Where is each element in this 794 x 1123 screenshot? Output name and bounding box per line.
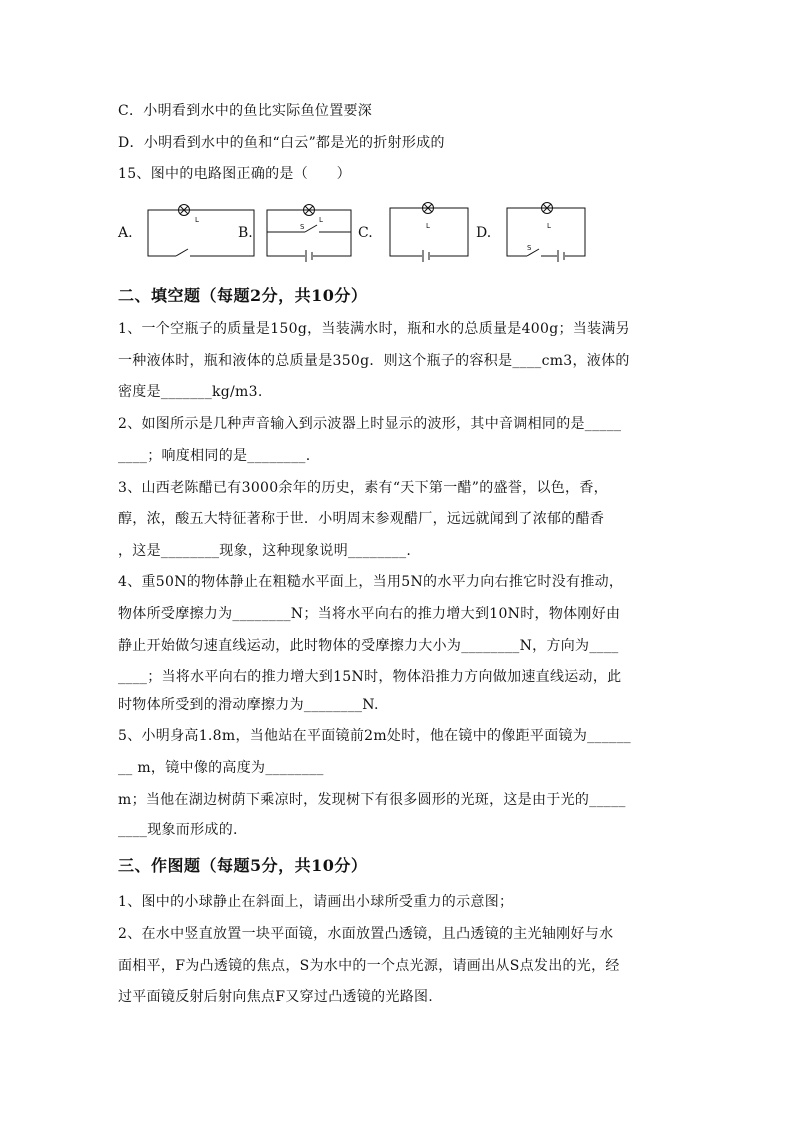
s2-line: 4、重50N的物体静止在粗糙水平面上，当用5N的水平力向右推它时没有推动，: [118, 574, 624, 590]
option-c-label: C.: [358, 225, 373, 241]
s3-line: 1、图中的小球静止在斜面上，请画出小球所受重力的示意图；: [118, 894, 514, 910]
circuit-d-diagram: [505, 200, 589, 262]
s2-line: ____；响度相同的是________.: [118, 448, 311, 464]
circuit-b-lamp-label: L: [319, 216, 323, 224]
option-d-text: D．小明看到水中的鱼和“白云”都是光的折射形成的: [118, 135, 445, 151]
s2-line: m；当他在湖边树荫下乘凉时，发现树下有很多圆形的光斑，这是由于光的_____: [118, 792, 626, 808]
option-c-text: C．小明看到水中的鱼比实际鱼位置要深: [118, 103, 373, 119]
section-2-heading: 二、填空题（每题2分，共10分）: [118, 286, 368, 305]
s2-line: 时物体所受到的滑动摩擦力为________N.: [118, 697, 379, 713]
s2-line: 5、小明身高1.8m，当他站在平面镜前2m处时，他在镜中的像距平面镜为______: [118, 728, 631, 744]
circuit-c-diagram: [388, 200, 472, 262]
s2-line: 1、一个空瓶子的质量是150g，当装满水时，瓶和水的总质量是400g；当装满另: [118, 321, 630, 337]
s2-line: ，这是________现象，这种现象说明________.: [118, 543, 412, 559]
s2-line: 一种液体时，瓶和液体的总质量是350g．则这个瓶子的容积是____cm3，液体的: [118, 353, 630, 369]
section-3-heading: 三、作图题（每题5分，共10分）: [118, 856, 368, 875]
option-d-label: D.: [476, 225, 492, 241]
question-15: 15、图中的电路图正确的是（ ）: [118, 166, 351, 182]
s3-line: 面相平，F为凸透镜的焦点，S为水中的一个点光源，请画出从S点发出的光，经: [118, 958, 620, 974]
s2-line: ____现象而形成的.: [118, 822, 238, 838]
s2-line: 3、山西老陈醋已有3000余年的历史，素有“天下第一醋”的盛誉，以色，香，: [118, 480, 608, 496]
s3-line: 2、在水中竖直放置一块平面镜，水面放置凸透镜，且凸透镜的主光轴刚好与水: [118, 926, 614, 942]
circuit-d-lamp-label: L: [547, 222, 551, 230]
s2-line: ____；当将水平向右的推力增大到15N时，物体沿推力方向做加速直线运动，此: [118, 669, 622, 685]
circuit-c-lamp-label: L: [426, 222, 430, 230]
option-b-label: B.: [238, 225, 253, 241]
s2-line: 物体所受摩擦力为________N；当将水平向右的推力增大到10N时，物体刚好由: [118, 606, 621, 622]
circuit-b-diagram: [265, 200, 355, 262]
s3-line: 过平面镜反射后射向焦点F又穿过凸透镜的光路图.: [118, 989, 434, 1005]
circuit-d-switch-label: S: [527, 244, 532, 252]
circuit-b-switch-label: S: [300, 223, 305, 231]
s2-line: 静止开始做匀速直线运动，此时物体的受摩擦力大小为________N，方向为____: [118, 638, 619, 654]
s2-line: 2、如图所示是几种声音输入到示波器上时显示的波形，其中音调相同的是_____: [118, 416, 622, 432]
s2-line: 密度是_______kg/m3.: [118, 384, 263, 400]
s2-line: __ m，镜中像的高度为________: [118, 760, 324, 776]
s2-line: 醇，浓，酸五大特征著称于世．小明周末参观醋厂，远远就闻到了浓郁的醋香: [118, 511, 605, 527]
circuit-a-lamp-label: L: [195, 216, 199, 224]
option-a-label: A.: [118, 225, 133, 241]
